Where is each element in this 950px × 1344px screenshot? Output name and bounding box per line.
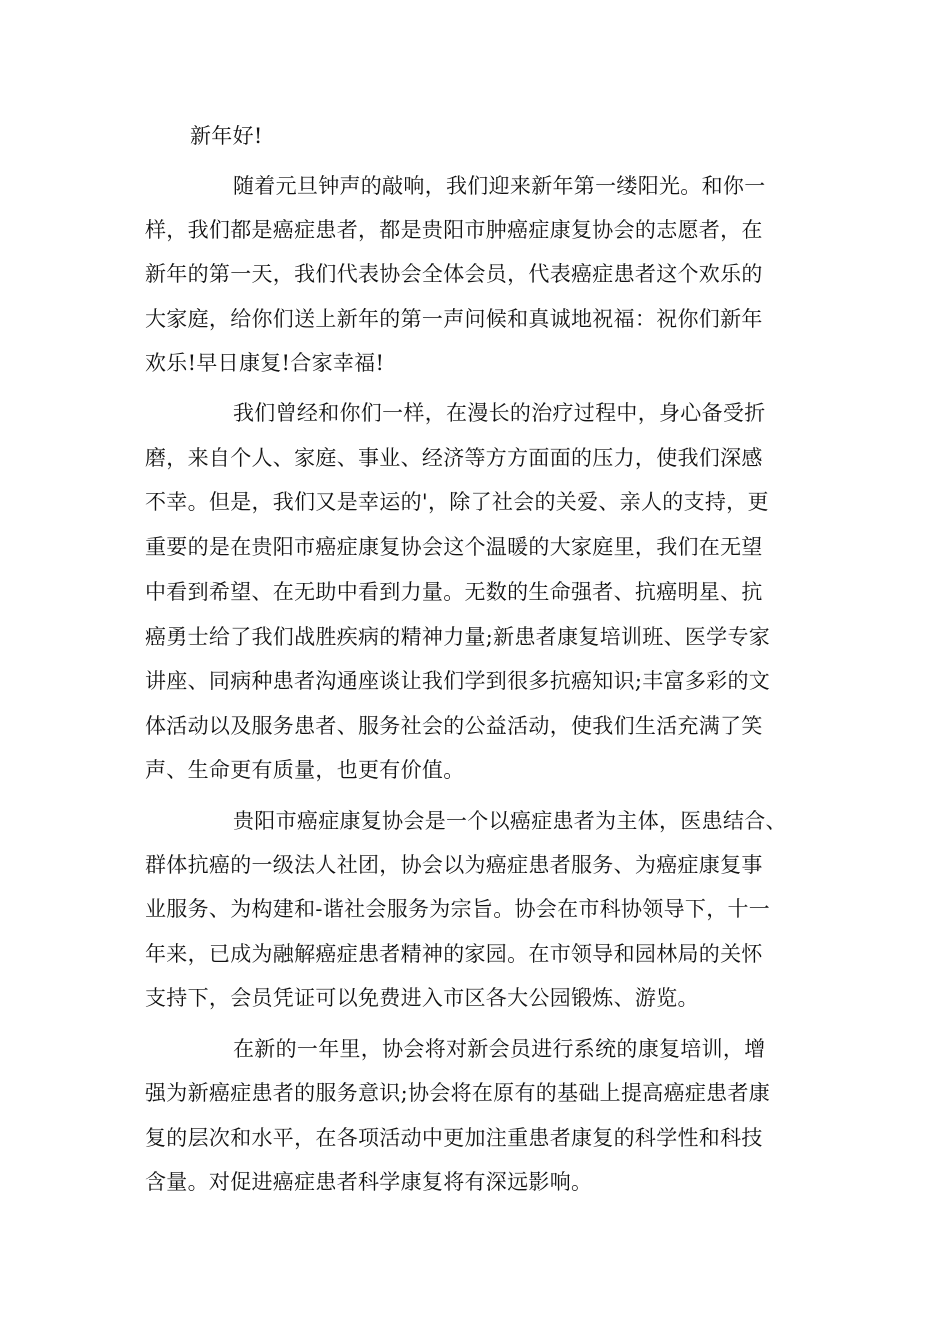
paragraph-2-line-6: 癌勇士给了我们战胜疾病的精神力量;新患者康复培训班、医学专家 xyxy=(145,625,771,649)
paragraph-2-line-9: 声、生命更有质量，也更有价值。 xyxy=(145,758,465,782)
paragraph-2-line-5: 中看到希望、在无助中看到力量。无数的生命强者、抗癌明星、抗 xyxy=(145,580,763,604)
paragraph-2-line-1: 我们曾经和你们一样，在漫长的治疗过程中，身心备受折 xyxy=(233,401,766,425)
paragraph-4-line-4: 含量。对促进癌症患者科学康复将有深远影响。 xyxy=(145,1170,593,1194)
paragraph-1-line-4: 大家庭，给你们送上新年的第一声问候和真诚地祝福：祝你们新年 xyxy=(145,307,763,331)
paragraph-3-line-5: 支持下，会员凭证可以免费进入市区各大公园锻炼、游览。 xyxy=(145,986,699,1010)
paragraph-1-line-3: 新年的第一天，我们代表协会全体会员，代表癌症患者这个欢乐的 xyxy=(145,262,763,286)
paragraph-1-line-5: 欢乐!早日康复!合家幸福! xyxy=(145,351,385,375)
paragraph-4-line-2: 强为新癌症患者的服务意识;协会将在原有的基础上提高癌症患者康 xyxy=(145,1081,771,1105)
paragraph-2-line-8: 体活动以及服务患者、服务社会的公益活动，使我们生活充满了笑 xyxy=(145,714,763,738)
paragraph-2-line-3: 不幸。但是，我们又是幸运的'，除了社会的关爱、亲人的支持，更 xyxy=(145,490,769,514)
paragraph-4-line-3: 复的层次和水平，在各项活动中更加注重患者康复的科学性和科技 xyxy=(145,1126,763,1150)
paragraph-1-line-2: 样，我们都是癌症患者，都是贵阳市肿癌症康复协会的志愿者，在 xyxy=(145,218,763,242)
paragraph-3-line-1: 贵阳市癌症康复协会是一个以癌症患者为主体，医患结合、 xyxy=(233,809,787,833)
paragraph-1-line-1: 随着元旦钟声的敲响，我们迎来新年第一缕阳光。和你一 xyxy=(233,174,766,198)
paragraph-3-line-3: 业服务、为构建和-谐社会服务为宗旨。协会在市科协领导下，十一 xyxy=(145,897,771,921)
paragraph-2-line-7: 讲座、同病种患者沟通座谈让我们学到很多抗癌知识;丰富多彩的文 xyxy=(145,669,771,693)
paragraph-3-line-4: 年来，已成为融解癌症患者精神的家园。在市领导和园林局的关怀 xyxy=(145,942,763,966)
paragraph-2-line-2: 磨，来自个人、家庭、事业、经济等方方面面的压力，使我们深感 xyxy=(145,446,763,470)
paragraph-3-line-2: 群体抗癌的一级法人社团，协会以为癌症患者服务、为癌症康复事 xyxy=(145,853,763,877)
greeting: 新年好! xyxy=(190,124,263,148)
paragraph-4-line-1: 在新的一年里，协会将对新会员进行系统的康复培训，增 xyxy=(233,1037,766,1061)
paragraph-2-line-4: 重要的是在贵阳市癌症康复协会这个温暖的大家庭里，我们在无望 xyxy=(145,535,763,559)
